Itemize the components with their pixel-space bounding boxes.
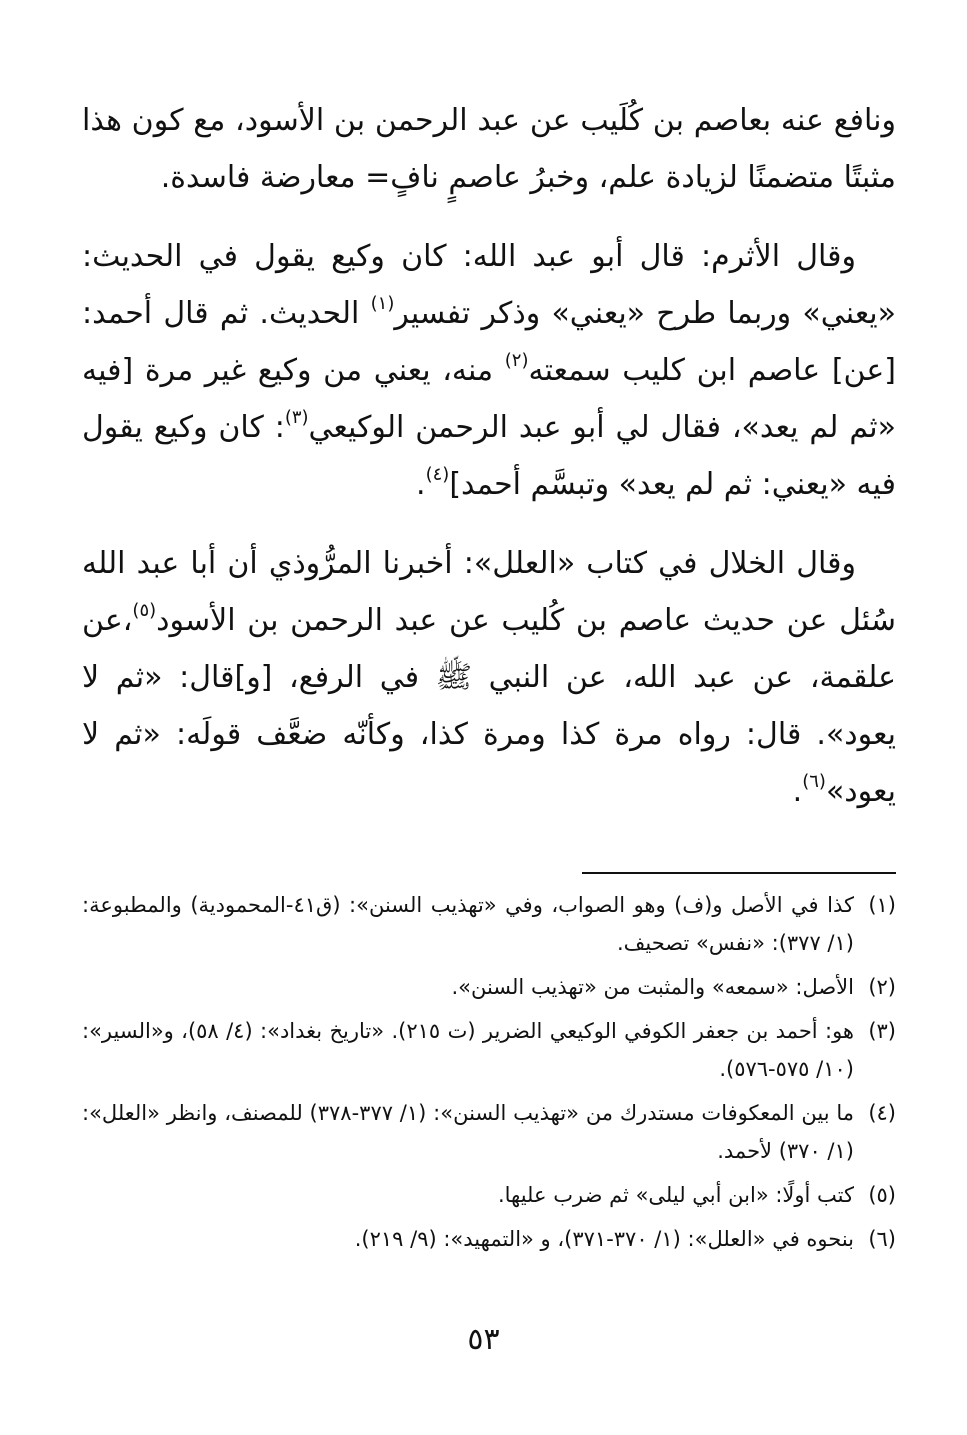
footnote-ref-5[interactable]: (٥) — [132, 600, 157, 621]
footnote-2 — [82, 968, 896, 1006]
footnote-3 — [82, 1012, 896, 1088]
footnote-text: الأصل: «سمعه» والمثبت من «تهذيب السنن». — [451, 975, 854, 999]
paragraph-3-text-a: وقال الخلال في كتاب «العلل»: أخبرنا المرُّوذي أن أبا عبد الله سُئل عن حديث عاصم بن كُليب عن عبد الرحمن بن الأسود — [82, 546, 896, 638]
footnote-number: (٥) — [868, 1183, 896, 1207]
paragraph-3-text-c: . — [792, 774, 803, 809]
footnote-number: (٢) — [868, 975, 896, 999]
footnote-4 — [82, 1094, 896, 1170]
footnote-ref-3[interactable]: (٣) — [284, 407, 309, 428]
footnote-6 — [82, 1220, 896, 1258]
page-number: ٥٣ — [467, 1322, 500, 1357]
footnote-1 — [82, 886, 896, 962]
paragraph-2-text-b: الحديث. ثم قال أحمد: [عن] عاصم ابن كليب سمعته — [82, 296, 896, 388]
footnote-number: (٦) — [868, 1227, 896, 1251]
paragraph-3-text-b: ،عن علقمة، عن عبد الله، عن النبي ﷺ في الرفع، [و]قال: «ثم لا يعود». قال: رواه مرة كذا ومرة كذا، وكأنّه ضعَّف قولَه: «ثم لا يعود» — [82, 603, 896, 809]
footnote-text: بنحوه في «العلل»: (١/ ٣٧٠-٣٧١)، و «التمهيد»: (٩/ ٢١٩). — [354, 1227, 854, 1251]
footnote-ref-6[interactable]: (٦) — [802, 771, 826, 792]
paragraph-1-text: ونافع عنه بعاصم بن كُلَيب عن عبد الرحمن بن الأسود، مع كون هذا مثبتًا متضمنًا لزيادة علم، وخبرُ عاصمٍ نافٍ= معارضة فاسدة. — [82, 103, 896, 195]
footnote-text: ما بين المعكوفات مستدرك من «تهذيب السنن»: (١/ ٣٧٧-٣٧٨) للمصنف، وانظر «العلل»: (١/ ٣٧٠) لأحمد. — [82, 1101, 854, 1163]
paragraph-1 — [82, 92, 896, 206]
footnote-text: كذا في الأصل و(ف) وهو الصواب، وفي «تهذيب السنن»: (ق٤١-المحمودية) والمطبوعة: (١/ ٣٧٧): «نفس» تصحيف. — [82, 893, 854, 955]
footnotes — [82, 886, 896, 1264]
footnote-ref-1[interactable]: (١) — [370, 293, 395, 314]
footnote-ref-4[interactable]: (٤) — [425, 464, 450, 485]
paragraph-2-text-a: وقال الأثرم: قال أبو عبد الله: كان وكيع يقول في الحديث: «يعني» وربما طرح «يعني» وذكر تفسير — [82, 239, 896, 331]
footnote-ref-2[interactable]: (٢) — [504, 350, 529, 371]
footnote-number: (٣) — [868, 1019, 896, 1043]
footnote-5 — [82, 1176, 896, 1214]
paragraph-3 — [82, 535, 896, 820]
paragraph-2-text-d: : كان وكيع يقول فيه «يعني: ثم لم يعد» وتبسَّم أحمد] — [82, 410, 896, 502]
footnote-number: (٤) — [868, 1101, 896, 1125]
footnote-number: (١) — [868, 893, 896, 917]
paragraph-2 — [82, 228, 896, 513]
paragraph-2-text-c: منه، يعني من وكيع غير مرة [فيه «ثم لم يعد»، فقال لي أبو عبد الرحمن الوكيعي — [82, 353, 896, 445]
footnote-text: هو: أحمد بن جعفر الكوفي الوكيعي الضرير (ت ٢١٥). «تاريخ بغداد»: (٤/ ٥٨)، و«السير»: (١٠/ ٥٧٥-٥٧٦). — [82, 1019, 855, 1081]
footnote-text: كتب أولًا: «ابن أبي ليلى» ثم ضرب عليها. — [497, 1183, 854, 1207]
main-text — [82, 92, 896, 842]
footnote-separator — [582, 872, 896, 874]
paragraph-2-text-e: . — [416, 467, 426, 502]
